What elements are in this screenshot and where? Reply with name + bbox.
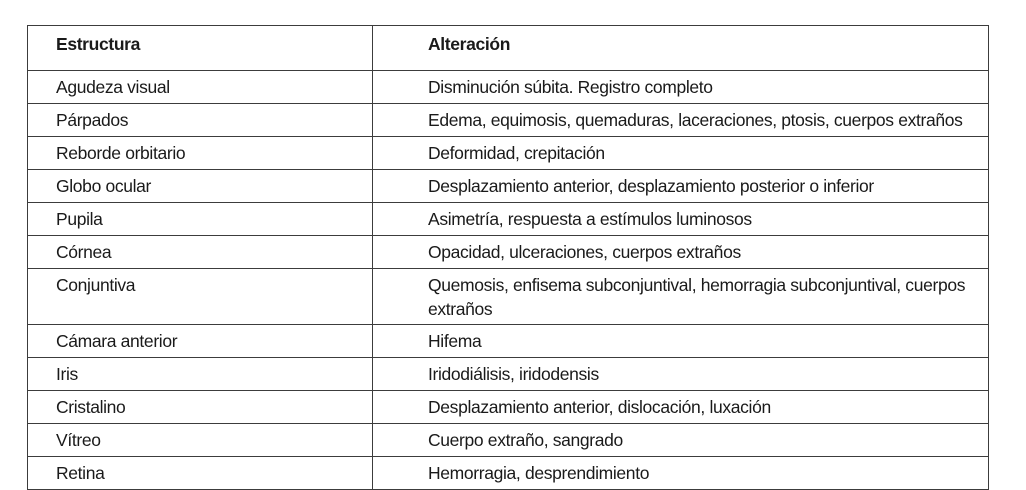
structure-cell — [28, 137, 373, 170]
structure-label: Iris — [56, 364, 78, 384]
alteration-text: Disminución súbita. Registro completo — [428, 77, 713, 97]
alteration-text: Asimetría, respuesta a estímulos luminosos — [428, 209, 752, 229]
table-row — [28, 170, 989, 203]
table-row — [28, 358, 989, 391]
alteration-cell — [373, 424, 989, 457]
structure-label: Globo ocular — [56, 176, 152, 196]
eye-alterations-table-container — [27, 25, 988, 490]
structure-label: Conjuntiva — [56, 275, 136, 295]
table-row — [28, 269, 989, 325]
column-header-estructura — [28, 26, 373, 71]
table-row — [28, 137, 989, 170]
alteration-text: Cuerpo extraño, sangrado — [428, 430, 623, 450]
table-row — [28, 203, 989, 236]
structure-cell — [28, 391, 373, 424]
table-row — [28, 236, 989, 269]
alteration-cell — [373, 104, 989, 137]
structure-cell — [28, 269, 373, 325]
structure-label: Córnea — [56, 242, 112, 262]
alteration-cell — [373, 358, 989, 391]
structure-cell — [28, 170, 373, 203]
alteration-cell — [373, 391, 989, 424]
alteration-cell — [373, 269, 989, 325]
structure-cell — [28, 358, 373, 391]
alteration-text: Desplazamiento anterior, dislocación, luxación — [428, 397, 771, 417]
alteration-cell — [373, 325, 989, 358]
alteration-text: Opacidad, ulceraciones, cuerpos extraños — [428, 242, 741, 262]
table-row — [28, 104, 989, 137]
table-header-row — [28, 26, 989, 71]
alteration-text: Iridodiálisis, iridodensis — [428, 364, 599, 384]
structure-cell — [28, 424, 373, 457]
structure-cell — [28, 203, 373, 236]
alteration-cell — [373, 71, 989, 104]
alteration-text: Deformidad, crepitación — [428, 143, 605, 163]
alteration-cell — [373, 203, 989, 236]
structure-label: Vítreo — [56, 430, 101, 450]
structure-cell — [28, 104, 373, 137]
structure-cell — [28, 71, 373, 104]
structure-label: Pupila — [56, 209, 103, 229]
table-row — [28, 391, 989, 424]
eye-alterations-table — [27, 25, 989, 490]
alteration-text: Quemosis, enfisema subconjuntival, hemorragia subconjuntival, cuerpos extraños — [428, 275, 966, 319]
column-header-alteracion — [373, 26, 989, 71]
structure-label: Agudeza visual — [56, 77, 170, 97]
table-row — [28, 457, 989, 490]
column-header-label: Estructura — [56, 34, 141, 54]
structure-label: Reborde orbitario — [56, 143, 186, 163]
structure-label: Cámara anterior — [56, 331, 178, 351]
column-header-label: Alteración — [428, 34, 511, 54]
structure-label: Cristalino — [56, 397, 126, 417]
structure-cell — [28, 236, 373, 269]
table-row — [28, 325, 989, 358]
alteration-cell — [373, 137, 989, 170]
structure-cell — [28, 457, 373, 490]
alteration-cell — [373, 236, 989, 269]
alteration-cell — [373, 457, 989, 490]
alteration-text: Edema, equimosis, quemaduras, laceraciones, ptosis, cuerpos extraños — [428, 110, 963, 130]
table-row — [28, 424, 989, 457]
structure-label: Retina — [56, 463, 105, 483]
alteration-cell — [373, 170, 989, 203]
alteration-text: Hemorragia, desprendimiento — [428, 463, 650, 483]
structure-cell — [28, 325, 373, 358]
table-row — [28, 71, 989, 104]
alteration-text: Hifema — [428, 331, 482, 351]
structure-label: Párpados — [56, 110, 129, 130]
alteration-text: Desplazamiento anterior, desplazamiento posterior o inferior — [428, 176, 874, 196]
